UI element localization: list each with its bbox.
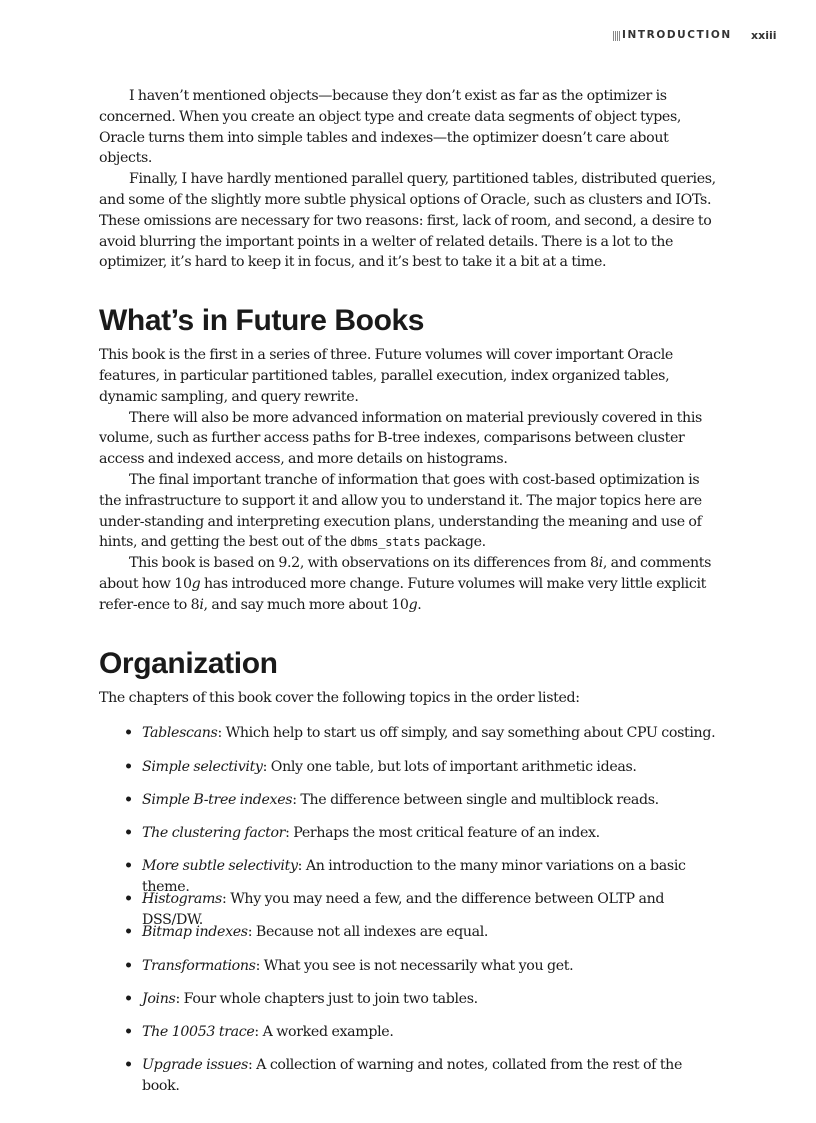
list-item — [99, 790, 719, 823]
list-item — [99, 989, 719, 1022]
bullet-icon: • — [124, 824, 133, 841]
bullet-icon: • — [124, 758, 133, 775]
list-item — [99, 1022, 719, 1055]
page-body — [99, 86, 719, 1094]
list-item — [99, 856, 719, 895]
topic-description: : Only one table, but lots of important arithmetic ideas. — [262, 758, 637, 775]
bullet-icon: • — [124, 858, 133, 875]
topic-term: More subtle selectivity — [142, 858, 298, 875]
topic-description: : Why you may need a few, and the difference between OLTP and DSS/DW. — [142, 891, 665, 929]
bullet-icon: • — [124, 1024, 133, 1041]
topic-term: Upgrade issues — [142, 1057, 248, 1074]
topic-description: : Because not all indexes are equal. — [247, 924, 489, 941]
bullet-icon: • — [124, 924, 133, 941]
list-item — [99, 1055, 719, 1094]
heading-future-books: What’s in Future Books — [99, 304, 425, 338]
list-item — [99, 823, 719, 856]
topic-term: Histograms — [142, 891, 222, 908]
paragraph-omissions: Finally, I have hardly mentioned parallel query, partitioned tables, distributed queries, and some of the slightly more subtle physical options of Oracle, such as clusters and IOTs. These omissions are necessary for two reasons: first, lack of room, and second, a desire to avoid blurring the important points in a welter of related details. There is a lot to the optimizer, it’s hard to keep it in focus, and it’s best to take it a bit at a time. — [99, 171, 716, 271]
header-bar-icon — [613, 31, 621, 41]
paragraph-series: This book is the first in a series of three. Future volumes will cover important Oracle features, in particular partitioned tables, parallel execution, index organized tables, dynamic sampling, and query rewrite. — [99, 347, 673, 405]
topic-term: Tablescans — [142, 725, 218, 742]
list-item — [99, 723, 719, 756]
topic-term: Bitmap indexes — [142, 924, 248, 941]
topic-term: The clustering factor — [142, 824, 286, 841]
code-dbms-stats: dbms_stats — [350, 535, 421, 550]
topic-description: : Four whole chapters just to join two tables. — [175, 990, 478, 1007]
topic-description: : What you see is not necessarily what you get. — [255, 957, 574, 974]
page-number: xxiii — [751, 29, 777, 42]
paragraph-infrastructure: The final important tranche of information that goes with cost-based optimization is the infrastructure to support it and allow you to understand it. The major topics here are under-standing and interpreting execution plans, understanding the meaning and use of hints, and getting the best out of the dbms_stats package. — [99, 471, 702, 551]
topic-term: The 10053 trace — [142, 1024, 255, 1041]
paragraph-versions: This book is based on 9.2, with observations on its differences from 8i, and comments about how 10g has introduced more change. Future volumes will make very little explicit refer-ence to 8i, and say much more about 10g. — [99, 555, 712, 613]
topic-description: : Perhaps the most critical feature of an index. — [285, 824, 600, 841]
topic-description: : A worked example. — [254, 1024, 394, 1041]
paragraph-objects: I haven’t mentioned objects—because they don’t exist as far as the optimizer is concerned. When you create an object type and create data segments of object types, Oracle turns them into simple tables and indexes—the optimizer doesn’t care about objects. — [99, 88, 682, 167]
chapter-topic-list — [99, 723, 719, 1094]
running-head-section: INTRODUCTION — [622, 29, 732, 41]
bullet-icon: • — [124, 1057, 133, 1074]
list-item — [99, 922, 719, 955]
bullet-icon: • — [124, 990, 133, 1007]
bullet-icon: • — [124, 725, 133, 742]
list-item — [99, 956, 719, 989]
bullet-icon: • — [124, 791, 133, 808]
bullet-icon: • — [124, 891, 133, 908]
list-item — [99, 889, 719, 929]
topic-term: Simple selectivity — [142, 758, 263, 775]
running-head — [0, 28, 816, 44]
topic-description: : Which help to start us off simply, and say something about CPU costing. — [217, 725, 716, 742]
topic-description: : The difference between single and multiblock reads. — [292, 791, 659, 808]
paragraph-advanced-info: There will also be more advanced information on material previously covered in this volume, such as further access paths for B-tree indexes, comparisons between cluster access and indexed access, and more details on histograms. — [99, 409, 702, 468]
topic-description: : An introduction to the many minor variations on a basic theme. — [142, 858, 686, 895]
topic-term: Transformations — [142, 957, 256, 974]
paragraph-chapters-intro: The chapters of this book cover the following topics in the order listed: — [99, 689, 580, 706]
topic-description: : A collection of warning and notes, collated from the rest of the book. — [142, 1057, 683, 1094]
topic-term: Joins — [142, 990, 176, 1007]
bullet-icon: • — [124, 957, 133, 974]
heading-organization: Organization — [99, 646, 278, 680]
topic-term: Simple B-tree indexes — [142, 791, 293, 808]
list-item — [99, 757, 719, 790]
